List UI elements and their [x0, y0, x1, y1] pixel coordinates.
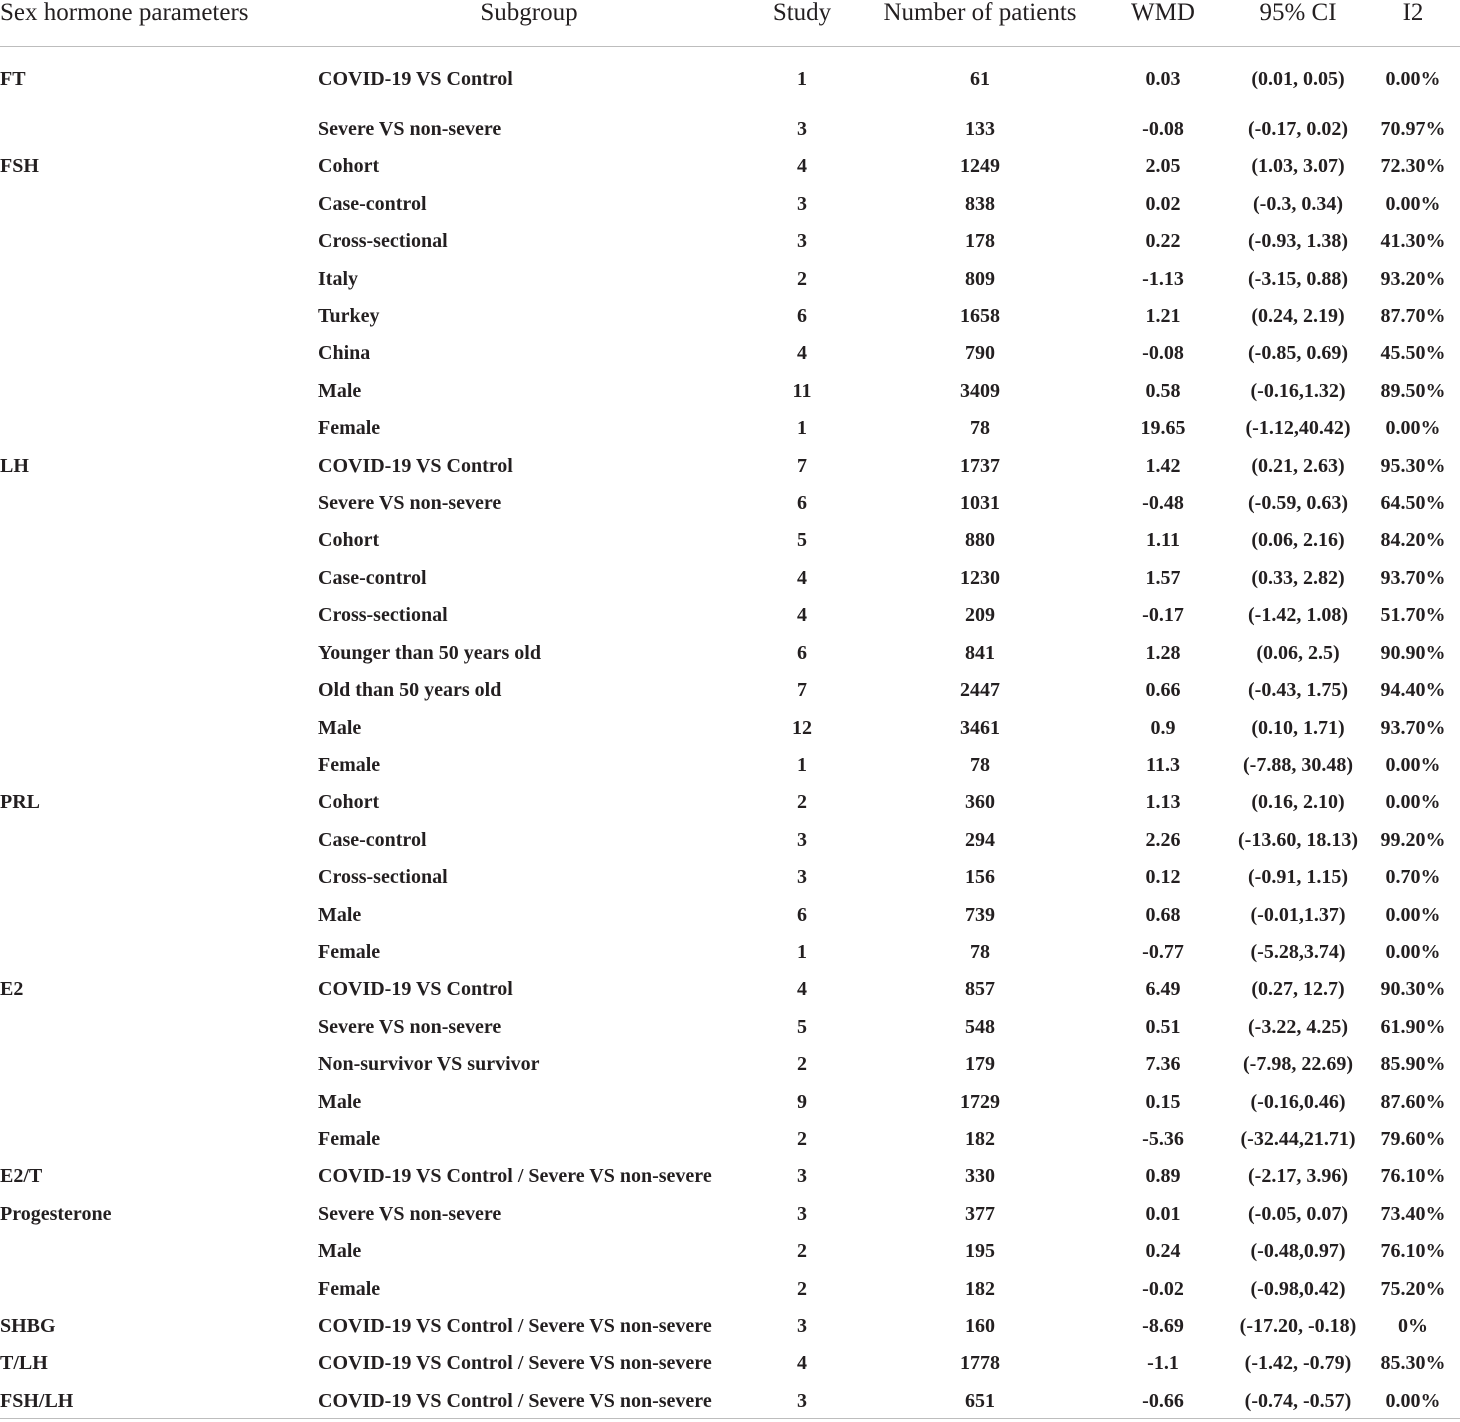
cell-ci: (-0.48,0.97) — [1250, 1240, 1346, 1263]
cell-i2: 85.90% — [1380, 1053, 1446, 1076]
cell-parameter — [0, 111, 318, 148]
cell-parameter — [0, 560, 318, 597]
cell-parameter — [0, 1084, 318, 1121]
cell-ci: (-0.91, 1.15) — [1248, 866, 1348, 889]
cell-wmd: -8.69 — [1142, 1315, 1184, 1337]
cell-subgroup: COVID-19 VS Control / Severe VS non-severe — [318, 1352, 712, 1375]
cell-i2: 0.70% — [1385, 866, 1441, 889]
table-row — [0, 1233, 1460, 1270]
cell-wmd: 7.36 — [1145, 1053, 1181, 1076]
cell-study: 2 — [797, 267, 807, 290]
cell-study: 1 — [797, 68, 807, 90]
table-row — [0, 1345, 1460, 1382]
cell-parameter — [0, 186, 318, 223]
cell-wmd: 0.12 — [1145, 866, 1181, 889]
cell-patients: 857 — [965, 978, 995, 1001]
cell-patients: 838 — [965, 192, 995, 215]
cell-ci: (-32.44,21.71) — [1240, 1127, 1356, 1150]
cell-ci: (0.27, 12.7) — [1251, 978, 1345, 1001]
cell-subgroup: Case-control — [318, 192, 427, 215]
cell-ci: (-0.3, 0.34) — [1253, 192, 1343, 215]
cell-patients: 330 — [965, 1165, 995, 1188]
cell-patients: 651 — [965, 1389, 995, 1412]
cell-ci: (-3.22, 4.25) — [1248, 1015, 1348, 1038]
cell-subgroup: Female — [318, 753, 381, 776]
cell-parameter: FT — [0, 68, 26, 90]
table-bottom-rule — [0, 1418, 1460, 1419]
cell-study: 1 — [797, 417, 807, 440]
cell-i2: 70.97% — [1380, 118, 1446, 140]
table-row — [0, 522, 1460, 559]
cell-patients: 3461 — [960, 716, 1000, 739]
cell-parameter — [0, 410, 318, 447]
cell-i2: 76.10% — [1380, 1165, 1446, 1188]
cell-ci: (-0.43, 1.75) — [1248, 679, 1348, 702]
cell-parameter — [0, 373, 318, 410]
cell-wmd: 2.05 — [1145, 155, 1181, 178]
cell-parameter — [0, 1271, 318, 1308]
cell-i2: 75.20% — [1380, 1277, 1446, 1300]
cell-study: 3 — [797, 1202, 807, 1225]
cell-wmd: 0.68 — [1145, 903, 1181, 926]
cell-i2: 93.20% — [1380, 267, 1446, 290]
cell-wmd: 0.02 — [1145, 192, 1181, 215]
cell-patients: 548 — [965, 1015, 995, 1038]
cell-patients: 294 — [965, 828, 995, 851]
cell-parameter — [0, 597, 318, 634]
cell-parameter — [0, 485, 318, 522]
cell-wmd: 1.42 — [1145, 454, 1181, 477]
cell-ci: (0.24, 2.19) — [1251, 305, 1345, 328]
cell-wmd: -5.36 — [1142, 1127, 1184, 1150]
cell-i2: 0.00% — [1385, 791, 1441, 814]
cell-patients: 1658 — [960, 305, 1000, 328]
cell-parameter — [0, 335, 318, 372]
cell-ci: (-0.05, 0.07) — [1248, 1202, 1348, 1225]
cell-subgroup: China — [318, 342, 371, 365]
cell-patients: 1778 — [960, 1352, 1000, 1375]
cell-i2: 85.30% — [1380, 1352, 1446, 1375]
cell-wmd: 1.57 — [1145, 566, 1181, 589]
cell-ci: (-0.93, 1.38) — [1248, 230, 1348, 253]
header-wmd: WMD — [1096, 0, 1230, 47]
cell-study: 3 — [797, 1389, 807, 1412]
cell-subgroup: Case-control — [318, 566, 427, 589]
table-row — [0, 448, 1460, 485]
cell-i2: 73.40% — [1380, 1202, 1446, 1225]
cell-patients: 360 — [965, 791, 995, 814]
header-subgroup: Subgroup — [318, 0, 740, 47]
table-row — [0, 897, 1460, 934]
table-row — [0, 1009, 1460, 1046]
cell-study: 4 — [797, 978, 807, 1001]
table-row — [0, 1046, 1460, 1083]
cell-patients: 179 — [965, 1053, 995, 1076]
cell-wmd: 1.13 — [1145, 791, 1181, 814]
cell-i2: 61.90% — [1380, 1015, 1446, 1038]
cell-i2: 89.50% — [1380, 379, 1446, 402]
cell-wmd: 1.11 — [1146, 529, 1180, 552]
cell-ci: (0.10, 1.71) — [1251, 716, 1345, 739]
cell-study: 3 — [797, 1315, 807, 1337]
cell-wmd: -0.08 — [1142, 342, 1184, 365]
cell-subgroup: COVID-19 VS Control — [318, 978, 513, 1001]
cell-i2: 90.90% — [1380, 641, 1446, 664]
cell-study: 1 — [797, 940, 807, 963]
cell-ci: (-7.88, 30.48) — [1243, 753, 1353, 776]
cell-patients: 1031 — [960, 492, 1000, 515]
cell-i2: 87.60% — [1380, 1090, 1446, 1113]
cell-ci: (-2.17, 3.96) — [1248, 1165, 1348, 1188]
cell-patients: 61 — [970, 68, 990, 90]
cell-wmd: 0.15 — [1145, 1090, 1181, 1113]
cell-i2: 72.30% — [1380, 155, 1446, 178]
cell-i2: 95.30% — [1380, 454, 1446, 477]
cell-i2: 0.00% — [1385, 1389, 1441, 1412]
cell-subgroup: Turkey — [318, 305, 380, 328]
cell-subgroup: Italy — [318, 267, 358, 290]
cell-i2: 87.70% — [1380, 305, 1446, 328]
cell-ci: (1.03, 3.07) — [1251, 155, 1345, 178]
table-row — [0, 1383, 1460, 1420]
cell-patients: 3409 — [960, 379, 1000, 402]
cell-subgroup: Female — [318, 1127, 381, 1150]
cell-study: 4 — [797, 604, 807, 627]
cell-ci: (-13.60, 18.13) — [1238, 828, 1358, 851]
cell-subgroup: Non-survivor VS survivor — [318, 1053, 540, 1076]
cell-wmd: -0.48 — [1142, 492, 1184, 515]
cell-patients: 1230 — [960, 566, 1000, 589]
table-row — [0, 635, 1460, 672]
cell-wmd: 2.26 — [1145, 828, 1181, 851]
cell-study: 6 — [797, 903, 807, 926]
table-row — [0, 1158, 1460, 1195]
cell-study: 11 — [792, 379, 812, 402]
cell-i2: 45.50% — [1380, 342, 1446, 365]
cell-ci: (-5.28,3.74) — [1250, 940, 1346, 963]
cell-study: 2 — [797, 1053, 807, 1076]
cell-patients: 182 — [965, 1277, 995, 1300]
cell-ci: (-0.16,0.46) — [1250, 1090, 1346, 1113]
cell-subgroup: Male — [318, 1240, 362, 1263]
cell-subgroup: COVID-19 VS Control / Severe VS non-severe — [318, 1165, 712, 1188]
cell-subgroup: Severe VS non-severe — [318, 118, 502, 140]
cell-patients: 739 — [965, 903, 995, 926]
table-row — [0, 111, 1460, 148]
table-row — [0, 261, 1460, 298]
cell-study: 4 — [797, 155, 807, 178]
cell-wmd: 19.65 — [1140, 417, 1186, 440]
cell-wmd: 11.3 — [1146, 753, 1180, 776]
cell-wmd: 0.51 — [1145, 1015, 1181, 1038]
cell-subgroup: COVID-19 VS Control / Severe VS non-severe — [318, 1315, 712, 1337]
cell-wmd: 1.28 — [1145, 641, 1181, 664]
cell-parameter — [0, 1046, 318, 1083]
cell-study: 5 — [797, 529, 807, 552]
cell-i2: 0.00% — [1385, 940, 1441, 963]
table-row — [0, 747, 1460, 784]
cell-study: 6 — [797, 492, 807, 515]
cell-patients: 1729 — [960, 1090, 1000, 1113]
cell-ci: (-0.74, -0.57) — [1244, 1389, 1352, 1412]
cell-i2: 0.00% — [1385, 753, 1441, 776]
cell-wmd: 6.49 — [1145, 978, 1181, 1001]
cell-parameter — [0, 672, 318, 709]
cell-study: 3 — [797, 118, 807, 140]
cell-wmd: -1.1 — [1147, 1352, 1179, 1375]
cell-patients: 156 — [965, 866, 995, 889]
cell-parameter — [0, 822, 318, 859]
cell-ci: (0.16, 2.10) — [1251, 791, 1345, 814]
cell-wmd: 0.24 — [1145, 1240, 1181, 1263]
cell-patients: 809 — [965, 267, 995, 290]
table-row — [0, 335, 1460, 372]
cell-study: 4 — [797, 1352, 807, 1375]
cell-patients: 377 — [965, 1202, 995, 1225]
cell-parameter: PRL — [0, 791, 40, 814]
cell-i2: 0% — [1398, 1315, 1428, 1337]
cell-patients: 841 — [965, 641, 995, 664]
header-study: Study — [740, 0, 864, 47]
cell-i2: 93.70% — [1380, 566, 1446, 589]
cell-parameter: T/LH — [0, 1352, 48, 1375]
cell-patients: 78 — [970, 417, 990, 440]
cell-subgroup: Cross-sectional — [318, 230, 448, 253]
cell-ci: (0.06, 2.16) — [1251, 529, 1345, 552]
cell-parameter — [0, 223, 318, 260]
cell-parameter: FSH — [0, 155, 39, 178]
cell-subgroup: Cross-sectional — [318, 866, 448, 889]
table-header — [0, 0, 1460, 47]
cell-patients: 880 — [965, 529, 995, 552]
cell-subgroup: Male — [318, 379, 362, 402]
cell-study: 3 — [797, 192, 807, 215]
table-row — [0, 784, 1460, 821]
cell-ci: (0.33, 2.82) — [1251, 566, 1345, 589]
table-row — [0, 148, 1460, 185]
header-i2: I2 — [1366, 0, 1460, 47]
cell-parameter — [0, 747, 318, 784]
header-parameter: Sex hormone parameters — [0, 0, 318, 47]
cell-ci: (0.01, 0.05) — [1251, 68, 1345, 90]
cell-parameter — [0, 1121, 318, 1158]
cell-study: 6 — [797, 641, 807, 664]
cell-study: 2 — [797, 1127, 807, 1150]
cell-study: 4 — [797, 342, 807, 365]
cell-wmd: -0.66 — [1142, 1389, 1184, 1412]
cell-patients: 160 — [965, 1315, 995, 1337]
cell-wmd: 0.58 — [1145, 379, 1181, 402]
cell-subgroup: Severe VS non-severe — [318, 492, 502, 515]
cell-wmd: 1.21 — [1145, 305, 1181, 328]
cell-study: 3 — [797, 866, 807, 889]
cell-i2: 90.30% — [1380, 978, 1446, 1001]
cell-parameter — [0, 1233, 318, 1270]
cell-subgroup: Younger than 50 years old — [318, 641, 541, 664]
cell-patients: 790 — [965, 342, 995, 365]
table-row — [0, 1308, 1460, 1345]
cell-parameter — [0, 934, 318, 971]
cell-subgroup: Severe VS non-severe — [318, 1015, 502, 1038]
cell-study: 7 — [797, 454, 807, 477]
cell-wmd: -1.13 — [1142, 267, 1184, 290]
cell-wmd: -0.77 — [1142, 940, 1184, 963]
cell-wmd: -0.17 — [1142, 604, 1184, 627]
cell-wmd: 0.01 — [1145, 1202, 1181, 1225]
cell-parameter — [0, 298, 318, 335]
cell-i2: 0.00% — [1385, 192, 1441, 215]
cell-wmd: -0.02 — [1142, 1277, 1184, 1300]
cell-subgroup: Male — [318, 903, 362, 926]
cell-i2: 51.70% — [1380, 604, 1446, 627]
cell-subgroup: Cohort — [318, 529, 380, 552]
cell-subgroup: Male — [318, 716, 362, 739]
cell-ci: (-7.98, 22.69) — [1243, 1053, 1353, 1076]
cell-ci: (-0.98,0.42) — [1250, 1277, 1346, 1300]
cell-i2: 76.10% — [1380, 1240, 1446, 1263]
cell-i2: 99.20% — [1380, 828, 1446, 851]
table-row — [0, 1271, 1460, 1308]
cell-wmd: 0.03 — [1145, 68, 1181, 90]
cell-ci: (0.06, 2.5) — [1256, 641, 1340, 664]
cell-subgroup: Cross-sectional — [318, 604, 448, 627]
cell-ci: (-1.42, -0.79) — [1244, 1352, 1352, 1375]
table-row — [0, 223, 1460, 260]
cell-parameter: FSH/LH — [0, 1389, 74, 1412]
cell-parameter — [0, 1009, 318, 1046]
cell-patients: 178 — [965, 230, 995, 253]
cell-subgroup: COVID-19 VS Control — [318, 454, 513, 477]
cell-parameter: E2/T — [0, 1165, 43, 1188]
cell-subgroup: Male — [318, 1090, 362, 1113]
cell-i2: 41.30% — [1380, 230, 1446, 253]
header-ci: 95% CI — [1230, 0, 1366, 47]
cell-subgroup: COVID-19 VS Control / Severe VS non-severe — [318, 1389, 712, 1412]
cell-wmd: 0.66 — [1145, 679, 1181, 702]
cell-study: 3 — [797, 828, 807, 851]
cell-patients: 2447 — [960, 679, 1000, 702]
cell-subgroup: COVID-19 VS Control — [318, 68, 513, 90]
cell-study: 2 — [797, 791, 807, 814]
cell-parameter — [0, 710, 318, 747]
cell-parameter: SHBG — [0, 1315, 56, 1337]
cell-ci: (-1.12,40.42) — [1245, 417, 1351, 440]
cell-ci: (-0.17, 0.02) — [1248, 118, 1348, 140]
cell-i2: 64.50% — [1380, 492, 1446, 515]
cell-subgroup: Female — [318, 940, 381, 963]
cell-i2: 0.00% — [1385, 417, 1441, 440]
cell-ci: (-0.59, 0.63) — [1248, 492, 1348, 515]
cell-ci: (-17.20, -0.18) — [1239, 1315, 1357, 1337]
cell-study: 2 — [797, 1240, 807, 1263]
cell-parameter — [0, 261, 318, 298]
table-row — [0, 822, 1460, 859]
cell-subgroup: Cohort — [318, 155, 380, 178]
cell-study: 5 — [797, 1015, 807, 1038]
cell-i2: 94.40% — [1380, 679, 1446, 702]
cell-parameter — [0, 522, 318, 559]
cell-i2: 79.60% — [1380, 1127, 1446, 1150]
cell-i2: 0.00% — [1385, 68, 1441, 90]
cell-patients: 78 — [970, 940, 990, 963]
cell-parameter: LH — [0, 454, 29, 477]
cell-subgroup: Cohort — [318, 791, 380, 814]
cell-ci: (-0.01,1.37) — [1250, 903, 1346, 926]
header-row — [0, 0, 1460, 47]
cell-wmd: 0.9 — [1150, 716, 1176, 739]
cell-patients: 195 — [965, 1240, 995, 1263]
cell-study: 2 — [797, 1277, 807, 1300]
cell-patients: 209 — [965, 604, 995, 627]
table-row — [0, 186, 1460, 223]
cell-wmd: 0.89 — [1145, 1165, 1181, 1188]
cell-patients: 133 — [965, 118, 995, 140]
table-row — [0, 298, 1460, 335]
table-row — [0, 560, 1460, 597]
cell-study: 3 — [797, 230, 807, 253]
cell-i2: 93.70% — [1380, 716, 1446, 739]
header-patients: Number of patients — [864, 0, 1096, 47]
cell-ci: (-1.42, 1.08) — [1248, 604, 1348, 627]
cell-patients: 1249 — [960, 155, 1000, 178]
cell-wmd: -0.08 — [1142, 118, 1184, 140]
table-row — [0, 485, 1460, 522]
cell-study: 12 — [792, 716, 812, 739]
cell-subgroup: Severe VS non-severe — [318, 1202, 502, 1225]
cell-study: 1 — [797, 753, 807, 776]
table-row — [0, 934, 1460, 971]
cell-wmd: 0.22 — [1145, 230, 1181, 253]
cell-ci: (-3.15, 0.88) — [1248, 267, 1348, 290]
cell-patients: 1737 — [960, 454, 1000, 477]
cell-study: 3 — [797, 1165, 807, 1188]
cell-parameter: E2 — [0, 978, 24, 1001]
cell-subgroup: Old than 50 years old — [318, 679, 502, 702]
cell-i2: 84.20% — [1380, 529, 1446, 552]
cell-patients: 182 — [965, 1127, 995, 1150]
table-row — [0, 1121, 1460, 1158]
table-row — [0, 971, 1460, 1008]
cell-ci: (0.21, 2.63) — [1251, 454, 1345, 477]
cell-subgroup: Female — [318, 417, 381, 440]
cell-parameter: Progesterone — [0, 1202, 112, 1225]
cell-study: 7 — [797, 679, 807, 702]
cell-ci: (-0.85, 0.69) — [1248, 342, 1348, 365]
cell-ci: (-0.16,1.32) — [1250, 379, 1346, 402]
cell-parameter — [0, 635, 318, 672]
cell-study: 6 — [797, 305, 807, 328]
cell-i2: 0.00% — [1385, 903, 1441, 926]
cell-subgroup: Case-control — [318, 828, 427, 851]
table-row — [0, 373, 1460, 410]
cell-subgroup: Female — [318, 1277, 381, 1300]
table-row — [0, 597, 1460, 634]
table-row — [0, 672, 1460, 709]
cell-study: 9 — [797, 1090, 807, 1113]
table-row — [0, 47, 1460, 112]
table-row — [0, 710, 1460, 747]
cell-patients: 78 — [970, 753, 990, 776]
table-row — [0, 1196, 1460, 1233]
table-row — [0, 859, 1460, 896]
table-body — [0, 47, 1460, 1421]
cell-parameter — [0, 897, 318, 934]
table-row — [0, 1084, 1460, 1121]
cell-parameter — [0, 859, 318, 896]
cell-study: 4 — [797, 566, 807, 589]
table-row — [0, 410, 1460, 447]
